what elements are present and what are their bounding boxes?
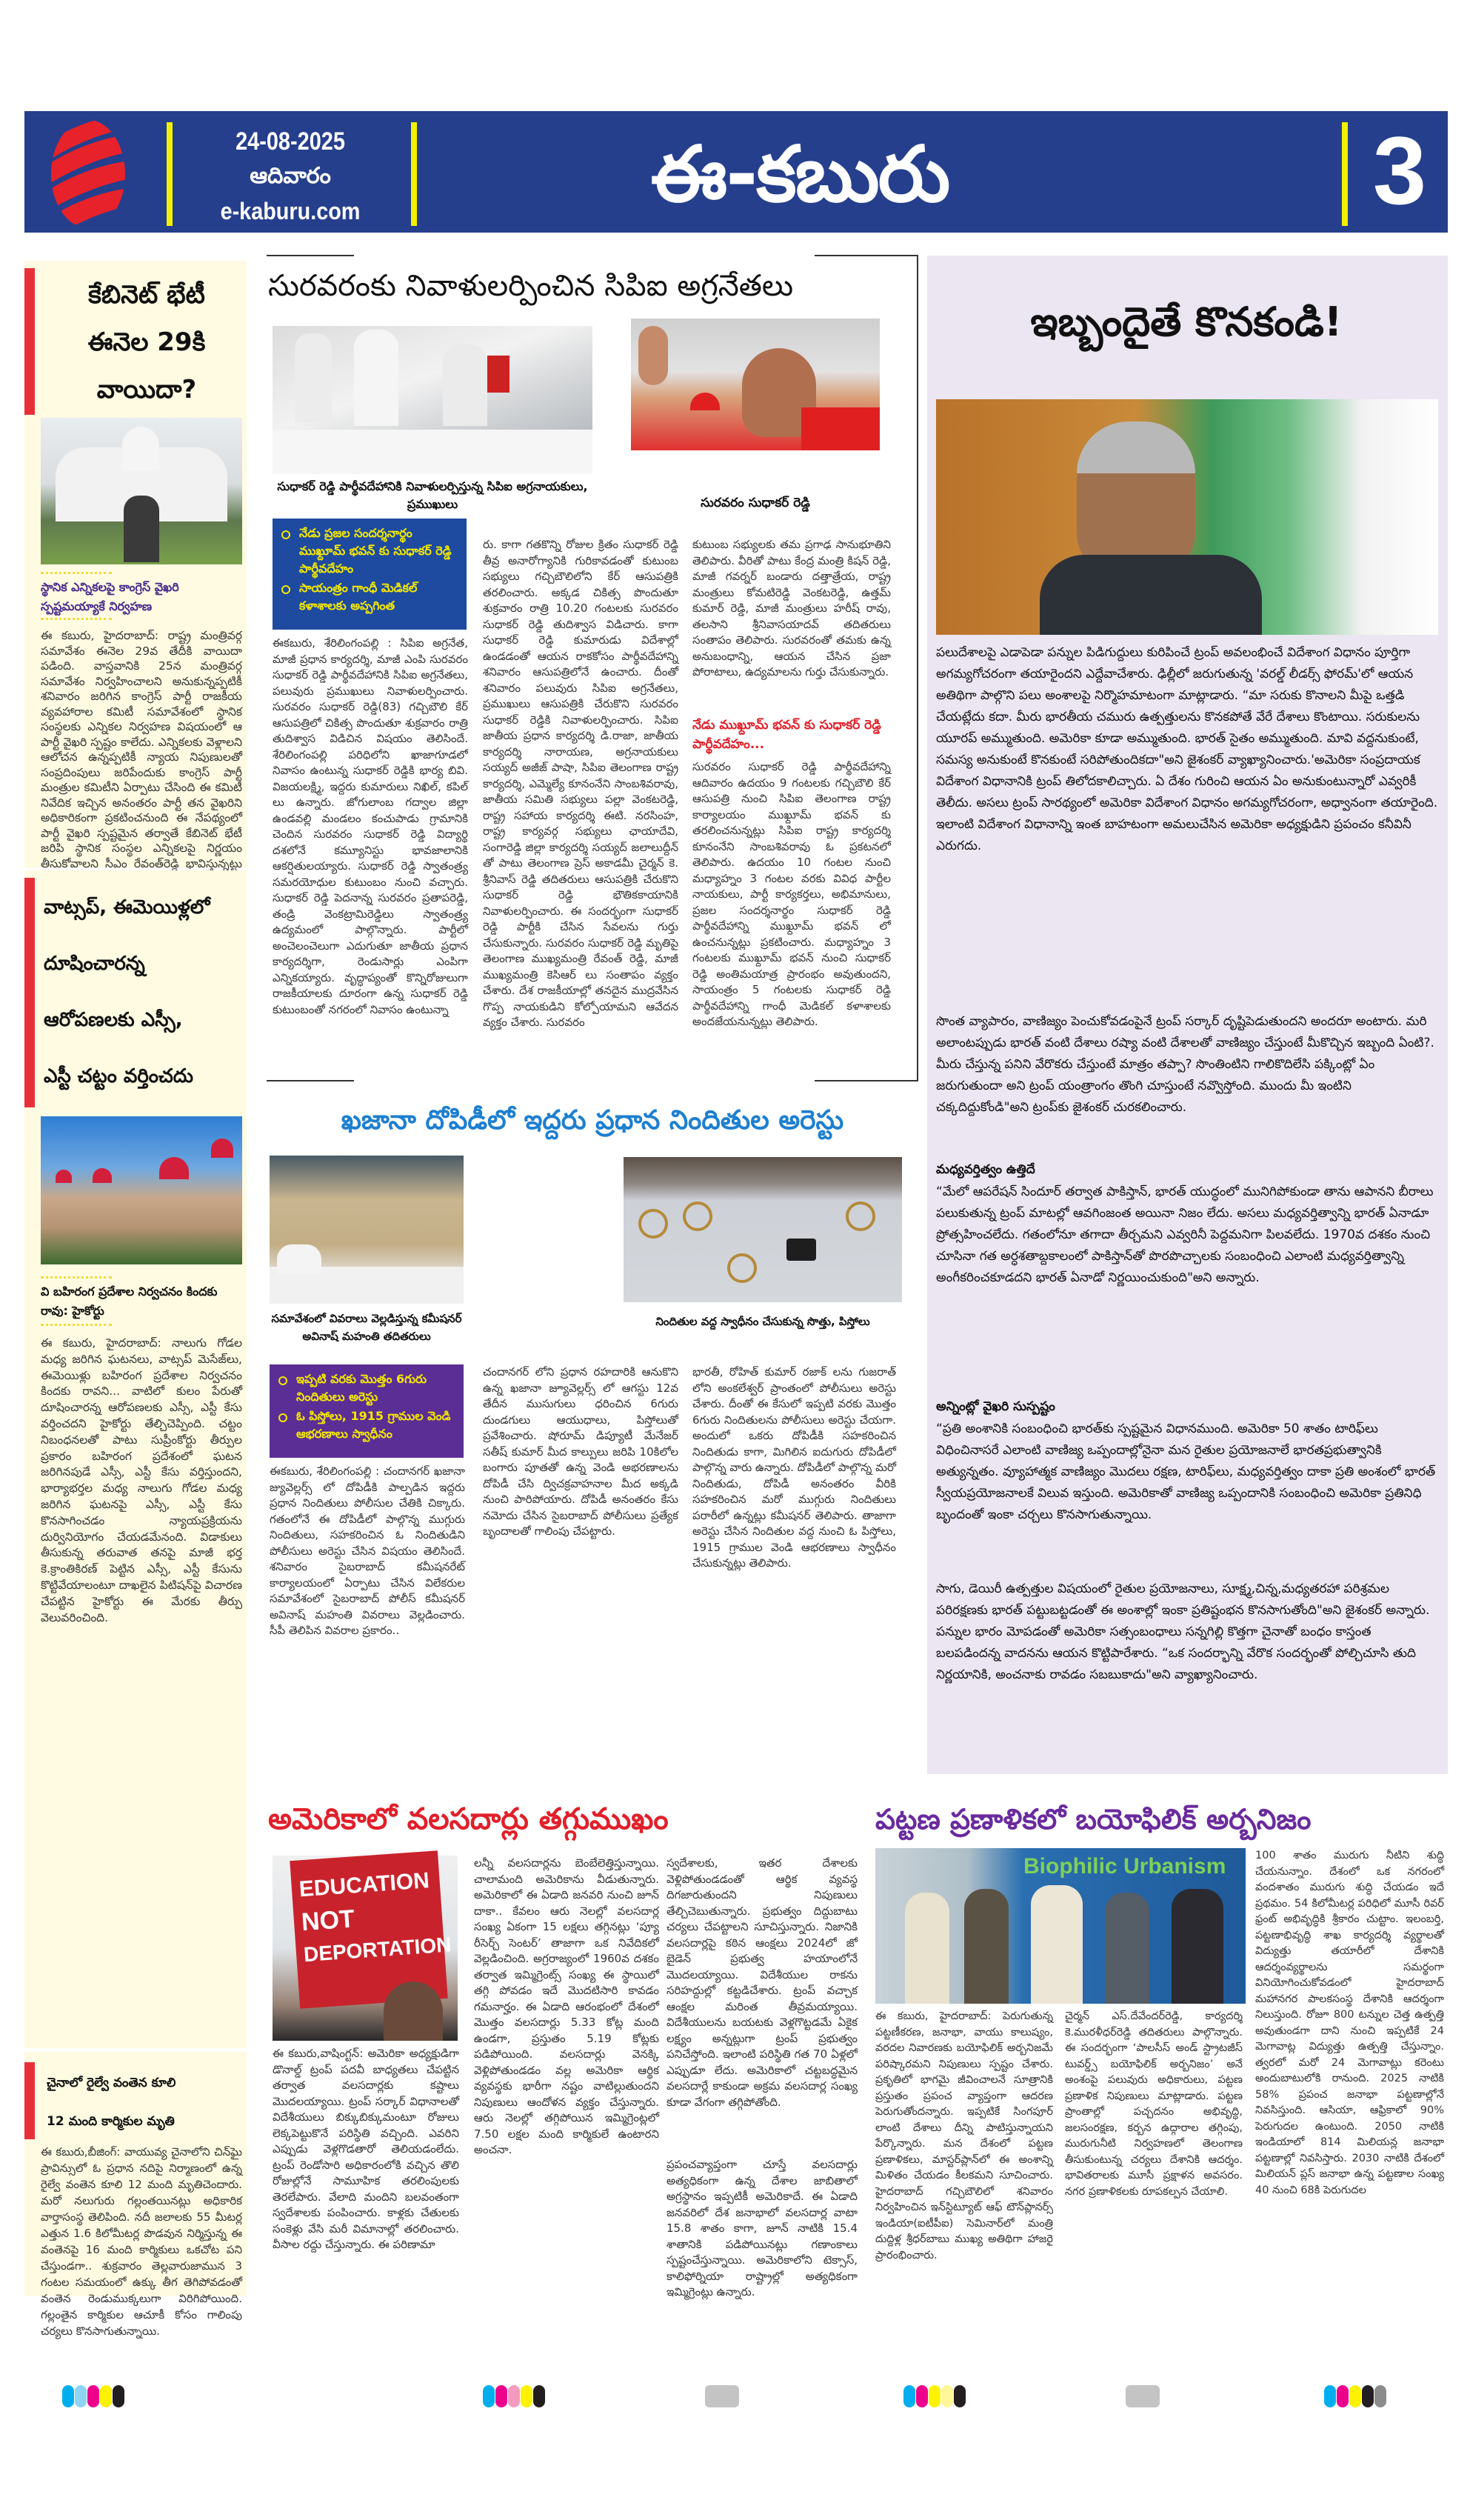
divider (41, 1276, 112, 1279)
subheading: మధ్యవర్తిత్వం ఉత్తిదే (936, 1162, 1035, 1177)
headline: కేబినెట్ భేటీ ఈనెల 29కి వాయిదా? (87, 280, 206, 404)
article-body-col1: ఈకబురు, శేరిలింగంపల్లి : సిపిఐ అగ్రనేత, మాజీ ప్రధాన కార్యదర్శి, మాజీ ఎంపి సురవరం సుధాకర్ రెడ్డి పార్థీవదేహానికి సిపిఐ అగ్రనేతలు, పలువురు ప్రముఖులు నివాళులర్పించారు. సురవరం సుధాకర్ రెడ్డి(83) గచ్చిబౌలి కేర్ ఆసుపత్రిలో చికిత్స పొందుతూ శుక్రవారం రాత్రి తుదిశ్వాస విడిచిన విషయం తెలిసిందే. శేరిలింగంపల్లి పరిధిలోని ఖాజాగూడలో నివాసం ఉంటున్న సుధాకర్ రెడ్డికి భార్య బివి. విజయలక్ష్మి, ఇద్దరు కుమారులు నిఖిల్, కపిల్ లు ఉన్నారు. జోగులాంబ గద్వాల జిల్లా ఉండవల్లి మండలం కంచుపాడు గ్రామానికి చెందిన సురవరం సుధాకర్ రెడ్డి విద్యార్థి దశలోనే కమ్యూనిస్టు భావజాలానికి ఆకర్షితులయ్యారు. సుధాకర్ రెడ్డి స్వాతంత్ర్య సమరయోధుల కుటుంబం నుంచి వచ్చారు. సుధాకర్ రెడ్డి పెదనాన్న సురవరం ప్రతాపరెడ్డి, తండ్రి వెంకట్రామిరెడ్డిలు స్వాతంత్ర్య ఉద్యమంలో పాల్గొన్నారు. పార్టీలో అంచెలంచెలుగా ఎదుగుతూ జాతీయ ప్రధాన కార్యదర్శిగా, రెండుసార్లు ఎంపిగా ఎన్నికయ్యారు. వృద్ధాప్యంతో కొన్నిరోజులుగా రాజకీయాలకు దూరంగా ఉన్న సుధాకర్ రెడ్డి కుటుంబంతో నగరంలో నివాసం ఉంటున్నా (273, 636, 468, 1016)
article-body-col1: ఈ కబురు,వాషింగ్టన్: అమెరికా అధ్యక్షుడిగా డొనాల్డ్ ట్రంప్ పదవీ బాధ్యతలు చేపట్టిన తర్వాత వలసదార్లకు కష్టాలు మొదలయ్యాయి. ట్రంప్ సర్కార్ విధానాలతో విదేశీయులు బిక్కుబిక్కుమంటూ రోజులు లెక్కపెట్టుకొనే పరిస్థితి వచ్చింది. ఎవరిని ఎప్పుడు వెళ్లగొడతారో తెలియడంలేదు. ట్రంప్ రెండోసారి అధికారంలోకి వచ్చిన తొలి రోజుల్లోనే సామూహిక తరలింపులకు తెరలేపారు. వేలాది మందిని బలవంతంగా స్వదేశాలకు పంపించారు. కాళ్లకు చేతులకు సంకెళ్లు వేసి మరీ విమానాల్లో తరలించారు. వీసాల రద్దు చేస్తున్నారు. ఈ పరిణామా (273, 2047, 459, 2251)
ink-swatch (100, 2385, 112, 2407)
issue-weekday: ఆదివారం (250, 164, 331, 188)
ink-swatch (521, 2385, 532, 2407)
newspaper-title: ఈ-కబురు (650, 129, 949, 219)
article-body-col3: 100 శాతం మురుగు నీటిని శుద్ధి చేయనున్నాం. దేశంలో ఒక నగరంలో వందశాతం మురుగు శుద్ధి చేయడం ఇదే ప్రథమం. 54 కిలోమీటర్ల పరిధిలో మూసీ రివర్ ఫ్రంట్ అభివృద్ధికి శ్రీకారం చుట్టాం. ఇలంబర్తి, పట్టణాభివృద్ధి శాఖ కార్యదర్శి వ్యర్థాలతో విద్యుత్తు తయారీలో దేశానికి ఆదర్శంవ్యర్థాలను సమర్థంగా వినియోగించుకోవడంలో హైదరాబాద్ మహానగర పాలకసంస్థ దేశానికి ఆదర్శంగా నిలుస్తుంది. రోజూ 800 టన్నుల చెత్త ఉత్పత్తి అవుతుండగా దాని నుంచి ఇప్పటికే 24 మెగావాట్ల విద్యుత్తు ఉత్పత్తి చేస్తున్నాం. త్వరలో మరో 24 మెగావాట్లు కరెంటు అందుబాటులోకి రానుంది. 2025 నాటికి 58% ప్రపంచ జనాభా పట్టణాల్లోనే నివసిస్తుంది. ఆసియా, ఆఫ్రికాలో 90% పెరుగుదల ఉంటుంది. 2050 నాటికి ఇండియాలో 814 మిలియన్ల జనాభా పట్టణాల్లో నివసిస్తారు. 2030 నాటికి దేశంలో మిలియన్ ప్లస్ జనాభా ఉన్న పట్టణాల సంఖ్య 40 నుంచి 68కి పెరుగుదల (1255, 1850, 1444, 2196)
ink-swatch (533, 2385, 545, 2407)
banner-text: Biophilic Urbanism (1023, 1854, 1226, 1879)
ink-swatch (483, 2385, 495, 2407)
article-body-col2: చైర్మన్ ఎస్.దేవేందర్‌రెడ్డి, కార్యదర్శి కె.మురళీధర్‌రెడ్డి తదితరులు పాల్గొన్నారు. ఈ సందర్భంగా ‘పాలసీస్ అండ్ స్ట్రాటజీస్ టువర్డ్స్ బయోఫిలిక్ అర్బనిజం’ అనే అంశంపై పలువురు అధికారులు, పట్టణ ప్రణాళిక నిపుణులు మాట్లాడారు. పట్టణ ప్రాంతాల్లో పచ్చదనం అభివృద్ధి, జలసంరక్షణ, కర్బన ఉద్గారాల తగ్గింపు, మురుగునీటి నిర్వహణలో తెలంగాణ తీసుకుంటున్న చర్యలు దేశానికి ఆదర్శం. భావితరాలకు మూసీ ప్రక్షాళన అవసరం. నగర ప్రణాళికలకు రూపకల్పన చేయాలి. (1065, 2010, 1243, 2198)
accent-bar (24, 878, 35, 1107)
ink-swatch (87, 2385, 99, 2407)
divider (41, 1324, 112, 1327)
article-body: “ప్రతి అంశానికి సంబంధించి భారత్‌కు స్పష్టమైన విధానముంది. అమెరికా 50 శాతం టారిఫ్‌లు విధించినాసరే ఎలాంటి వాణిజ్య ఒప్పందాల్లోనైనా మన రైతుల ప్రయోజనాలే భారతప్రభుత్వానికి అత్యున్నతం. వ్యూహాత్మక వాణిజ్యం మొదలు రక్షణ, టారిఫ్‌లు, మధ్యవర్తిత్వం దాకా ప్రతి అంశంలో భారత్ స్వీయప్రయోజనాలకే విలువ ఇస్తుంది. అమెరికాతో వాణిజ్య ఒప్పందానికి సంబంధించి అమెరికా ప్రతినిధి బృందంతో ఇంకా చర్చలు కొనసాగుతున్నాయి. (936, 1421, 1436, 1522)
article-whatsapp (24, 870, 247, 2048)
jaishankar-photo (936, 399, 1438, 635)
color-registration-mark (1324, 2385, 1386, 2407)
photo-caption: నిందితుల వద్ద స్వాధీనం చేసుకున్న సొత్తు, పిస్తోలు (655, 1315, 870, 1328)
article-body-col1: ఈకబురు, శేరిలింగంపల్లి : చందానగర్ ఖజానా జ్యువెల్లర్స్ లో దోపిడీకి పాల్పడిన ఇద్దరు ప్రధాన నిందితులు పోలీసుల చేతికి చిక్కారు. గతంలోనే ఈ దోపిడీలో పాల్గొన్న ముగ్గురు నిందితులు, సహకరించిన ఓ నిందితుడిని పోలీసులు అరెస్టు చేసిన విషయం తెలిసిందే. శనివారం సైబరాబాద్ కమీషనరేట్ కార్యాలయంలో ఏర్పాటు చేసిన విలేకరుల సమావేశంలో సైబరాబాద్ పోలీస్ కమీషనర్ అవినాష్ మహంతి వివరాలు వెల్లడించారు. సీపీ తెలిపిన వివరాల ప్రకారం.. (270, 1464, 465, 1637)
ink-swatch (1362, 2385, 1374, 2407)
article-body-col1: ఈ కబురు, హైదరాబాద్: పెరుగుతున్న పట్టణీకరణ, జనాభా, వాయు కాలుష్యం, వరదల నివారణకు బయోఫిలిక్ అర్బనిజమే పరిష్కారమని నిపుణులు స్పష్టం చేశారు. ప్రకృతిలో భాగమై జీవించాలనే సూత్రానికి ప్రస్తుతం ప్రపంచ వ్యాప్తంగా ఆదరణ పెరుగుతోందన్నారు. ఇప్పటికే సింగపూర్ లాంటి దేశాలు దీన్ని పాటిస్తున్నాయని పేర్కొన్నారు. మన దేశంలో పట్టణ ప్రణాళికలు, మాస్టర్‌ప్లాన్‌లో ఈ అంశాన్ని మిళితం చేయడం కీలకమని సూచించారు. హైదరాబాద్ గచ్చిబౌలిలో శనివారం నిర్వహించిన ఇన్‌స్టిట్యూట్ ఆఫ్ టౌన్‌ప్లానర్స్ ఇండియా(ఐటీపీఐ) సెమినార్‌లో మంత్రి దుద్దిళ్ల శ్రీధర్‌బాబు ముఖ్య అతిథిగా హాజరై ప్రారంభించారు. (875, 2010, 1053, 2261)
ink-swatch (495, 2385, 507, 2407)
headline-robbery: ఖజానా దోపిడీలో ఇద్దరు ప్రధాన నిందితుల అరెస్టు (341, 1105, 844, 1136)
highlight-item: ఇప్పటి వరకు మొత్తం 6గురు నిందితులు అరెస్టు (278, 1370, 458, 1406)
ink-swatch (1374, 2385, 1386, 2407)
seized-jewellery-pistol-photo (624, 1157, 902, 1302)
ink-swatch (903, 2385, 915, 2407)
subheading: వి బహిరంగ ప్రదేశాల నిర్వచనం కిందకు రావు: హైకోర్టు (41, 1284, 218, 1318)
color-registration-mark (62, 2385, 124, 2407)
masthead-divider (1342, 122, 1348, 226)
rule (917, 255, 918, 1081)
article-body: ఈ కబురు, హైదరాబాద్: రాష్ట్ర మంత్రివర్గ సమావేశం ఈనెల 29వ తేదీకి వాయిదా పడింది. వాస్తవానికి 25న మంత్రివర్గ సమావేశం నిర్వహించాలని అనుకున్నప్పటికీ శనివారం జరిగిన కాంగ్రెస్ పార్టీ రాజకీయ వ్యవహారాల కమిటీ సమావేశంలో స్థానిక సంస్థలకు ఎన్నికల నిర్వహణ విషయంలో ఆ పార్టీ వైఖరి స్పష్టం కాలేదు. ఎన్నికలకు వెళ్లాలని ఆలోచన ఉన్నప్పటికీ న్యాయ నిపుణులతో సంప్రదింపులు జరిపేందుకు కాంగ్రెస్ పార్టీ మంత్రుల కమిటీని ఏర్పాటు చేసింది ఈ కమిటీ నివేదిక ఇచ్చిన అనంతరం పార్టీ తన వైఖరిని అధికారికంగా ప్రకటించనుంది ఈ నేపథ్యంలో పార్టీ వైఖరి స్పష్టమైన తర్వాతే కేబినెట్ భేటీ జరిపి స్థానిక సంస్థల ఎన్నికలపై నిర్ణయం తీసుకోవాలని సీఎం రేవంత్‌రెడ్డి భావిస్తున్నట్టు (41, 629, 242, 870)
headline: వాట్సప్, ఈమెయిళ్లలో దూషించారన్న ఆరోపణలకు ఎస్సీ, ఎస్టీ చట్టం వర్తించదు (44, 896, 210, 1087)
bullet-icon (278, 1376, 287, 1385)
highlights-box (273, 519, 467, 630)
portrait-photo (631, 319, 880, 450)
ink-swatch (75, 2385, 87, 2407)
bullet-icon (278, 1413, 287, 1422)
rule (267, 255, 354, 256)
grey-registration-mark (1126, 2385, 1160, 2407)
article-body-col3: సురవరం సుధాకర్ రెడ్డి పార్థీవదేహాన్ని ఆదివారం ఉదయం 9 గంటలకు గచ్చిబౌలి కేర్ ఆసుపత్రి నుంచి సిపిఐ తెలంగాణ రాష్ట్ర కార్యాలయం ముఖ్దూమ్ భవన్ కు తరలించనున్నట్లు సిపిఐ రాష్ట్ర కార్యదర్శి కూనంనేని సాంబశివరావు ఓ ప్రకటనలో తెలిపారు. ఉదయం 10 గంటల నుంచి మధ్యాహ్నం 3 గంటల వరకు వివిధ పార్టీల నాయకులు, పార్టీ కార్యకర్తలు, అభిమానులు, ప్రజల సందర్శనార్థం సుధాకర్ రెడ్డి పార్థీవదేహాన్ని ముఖ్దూమ్ భవన్ లో ఉంచనున్నట్లు ప్రకటించారు. మధ్యాహ్నం 3 గంటలకు ముఖ్దూమ్ భవన్ నుంచి సుధాకర్ రెడ్డి అంతిమయాత్ర ప్రారంభం అవుతుందని, సాయంత్రం 5 గంటలకు సుధాకర్ రెడ్డి పార్థీవదేహాన్ని గాంధీ మెడికల్ కళాశాలకు అందజేయనున్నట్లు తెలిపారు. (692, 760, 891, 1028)
headline-biophilic: పట్టణ ప్రణాళికలో బయోఫిలిక్ అర్బనిజం (875, 1803, 1312, 1836)
photo-caption: సురవరం సుధాకర్ రెడ్డి (701, 496, 810, 510)
article-body-col2: రు. కాగా గతకొన్ని రోజుల క్రితం సుధాకర్ రెడ్డి తీవ్ర అనారోగ్యానికి గురికావడంతో కుటుంబ సభ్యులు గచ్చిబౌలిలోని కేర్ ఆసుపత్రికి తరలించారు. అక్కడ చికిత్స పొందుతూ శుక్రవారం రాత్రి 10.20 గంటలకు సురవరం సుధాకర్ రెడ్డి తుదిశ్వాస విడిచారు. కాగా సుధాకర్ రెడ్డి కుమారుడు విదేశాల్లో ఉండడంతో ఆయన రాకకోసం పార్థీవదేహాన్ని శనివారం ఆసుపత్రిలోనే ఉంచారు. దీంతో శనివారం పలువురు సిపిఐ అగ్రనేతలు, ప్రముఖులు ఆసుపత్రికి చేరుకొని సురవరం సుధాకర్ రెడ్డికి నివాళులర్పించారు. సిపిఐ జాతీయ ప్రధాన కార్యదర్శి డి.రాజా, జాతీయ కార్యదర్శి నారాయణ, అగ్రనాయకులు సయ్యద్ అజీజ్ పాషా, సిపిఐ తెలంగాణ రాష్ట్ర కార్యదర్శి, ఎమ్మెల్యే కూనంనేని సాంబశివరావు, జాతీయ సమితి సభ్యులు పల్లా వెంకటరెడ్డి, రాష్ట్ర సహాయ కార్యదర్శి ఈటి. నరసింహ, రాష్ట్ర కార్యవర్గ సభ్యులు ఛాయాదేవి, సంగారెడ్డి జిల్లా కార్యదర్శి సయ్యద్ జలాలుద్దీన్ తో పాటు తెలంగాణ ప్రెస్ అకాడమీ చైర్మన్ కె. శ్రీనివాస్ రెడ్డి తదితరులు ఆసుపత్రికి చేరుకొని సుధాకర్ రెడ్డి భౌతికకాయానికి నివాళులర్పించారు. ఈ సందర్భంగా సుధాకర్ రెడ్డి పార్టీకి చేసిన సేవలను గుర్తు చేసుకున్నారు. సురవరం సుధాకర్ రెడ్డి మృతిపై తెలంగాణ ముఖ్యమంత్రి రేవంత్ రెడ్డి, మాజీ ముఖ్యమంత్రి కెసిఆర్ లు సంతాపం వ్యక్తం చేశారు. దేశ రాజకీయాల్లో తనదైన ముద్రవేసిన గొప్ప నాయకుడిని కోల్పోయామని ఆవేదన వ్యక్తం చేశారు. సురవరం (483, 538, 678, 1029)
bullet-icon (281, 530, 290, 539)
police-press-meet-photo (270, 1156, 464, 1304)
hospital-tribute-photo (273, 326, 592, 474)
color-registration-mark (903, 2385, 966, 2407)
issue-date: 24-08-2025 (235, 127, 345, 156)
ink-swatch (929, 2385, 941, 2407)
accent-bar (24, 268, 35, 415)
article-body-col4: ప్రపంచవ్యాప్తంగా చూస్తే వలసదార్లు అత్యధికంగా ఉన్న దేశాల జాబితాలో అగ్రస్థానం ఇప్పటికీ అమెరికాదే. ఈ ఏడాది జనవరిలో దేశ జనాభాలో వలసదార్ల వాటా 15.8 శాతం కాగా, జూన్ నాటికి 15.4 శాతానికి పడిపోయినట్లు గణాంకాలు స్పష్టంచేస్తున్నాయి. అమెరికాలోని టెక్సాస్, కాలిఫోర్నియా రాష్ట్రాల్లో అత్యధికంగా ఇమ్మిగ్రెంట్లు ఉన్నారు. (666, 2158, 858, 2299)
article-body-col3: కుటుంబ సభ్యులకు తమ ప్రగాఢ సానుభూతిని తెలిపారు. వీరితో పాటు కేంద్ర మంత్రి కిషన్ రెడ్డి, మాజీ గవర్నర్ బండారు దత్తాత్రేయ, రాష్ట్ర మంత్రులు కోమటిరెడ్డి వెంకటరెడ్డి, ఉత్తమ్ కుమార్ రెడ్డి, మాజీ మంత్రులు హరీష్ రావు, తలసాని శ్రీనివాసయాదవ్ తదితరులు సంతాపం తెలిపారు. సురవరంతో తమకు ఉన్న అనుబంధాన్ని, ఆయన చేసిన ప్రజా పోరాటాలు, ఉద్యమాలను గుర్తు చేసుకున్నారు. (692, 538, 891, 679)
ink-swatch (1324, 2385, 1336, 2407)
ink-swatch (954, 2385, 966, 2407)
highlight-item: నేడు ప్రజల సందర్శనార్థం ముఖ్దూమ్ భవన్ కు సుధాకర్ రెడ్డి పార్థీవదేహం (281, 524, 461, 578)
divider (41, 618, 112, 621)
highlight-item: సాయంత్రం గాంధీ మెడికల్ కళాశాలకు అప్పగింత (281, 579, 461, 615)
color-registration-mark (483, 2385, 545, 2407)
article-body: ఈ కబురు, హైదరాబాద్: నాలుగు గోడల మధ్య జరిగిన ఘటనలు, వాట్సప్ మెసేజ్‌లు, ఈమెయిళ్లు బహిరంగ ప్రదేశాల నిర్వచనం కిందకు రావని... వాటిలో కులం పేరుతో దూషించారన్న ఆరోపణలకు ఎస్సీ, ఎస్టీ కేసు వర్తించదని హైకోర్టు తేల్చిచెప్పింది. చట్టం నిబంధనలతో పాటు సుప్రీంకోర్టు తీర్పుల ప్రకారం బహిరంగ ప్రదేశంలో ఘటన జరిగినపుడే ఎస్సీ, ఎస్టీ కేసు వర్తిస్తుందని, భార్యాభర్తల మధ్య నాలుగు గోడల మధ్య జరిగిన ఘటనపై ఎస్సీ, ఎస్టీ కేసు కొనసాగించడం న్యాయప్రక్రియను దుర్వినియోగం చేయడమేనంది. విడాకులు తీసుకున్న తరువాత తనపై మాజీ భర్త కె.క్రాంతికిరణ్ పెట్టిన ఎస్సీ, ఎస్టీ కేసును కొట్టివేయాలంటూ దాఖలైన పిటిషన్‌పై విచారణ చేపట్టిన హైకోర్టు ఈ మేరకు తీర్పు వెలువరించింది. (41, 1336, 242, 1624)
rule (815, 255, 918, 256)
e-kaburu-logo (30, 119, 147, 230)
subheading: స్థానిక ఎన్నికలపై కాంగ్రెస్ వైఖరి స్పష్టమయ్యాకే నిర్వహణ (41, 580, 179, 613)
assembly-building-photo (41, 418, 242, 564)
headline-america: అమెరికాలో వలసదార్లు తగ్గుముఖం (268, 1802, 669, 1836)
article-body-col2: లన్నీ వలసదార్లను బెంబేలెత్తిస్తున్నాయి. చాలామంది అమెరికాను వీడుతున్నారు. అమెరికాలో ఈ ఏడాది జనవరి నుంచి జూన్ దాకా.. కేవలం ఆరు నెలల్లో వలసదార్ల సంఖ్య ఏకంగా 15 లక్షలు తగ్గినట్లు ‘ప్యూ రీసెర్చ్ సెంటర్’ తాజాగా ఒక నివేదికలో వెల్లడించింది. అగ్రరాజ్యంలో 1960వ దశకం తర్వాత ఇమ్మిగ్రెంట్స్ సంఖ్య ఈ స్థాయిలో తగ్గి పోవడం ఇదే మొదటిసారి కావడం గమనార్హం. ఈ ఏడాది ఆరంభంలో దేశంలో మొత్తం వలసదార్లు 5.33 కోట్ల మంది ఉండగా, ప్రస్తుతం 5.19 కోట్లకు పడిపోయింది. వలసదార్లు వెనక్కి వెళ్లిపోతుండడం వల్ల అమెరికా ఆర్థిక వ్యవస్థకు భారీగా నష్టం వాటిల్లుతుందని నిపుణులు ఆందోళన వ్యక్తం చేస్తున్నారు. ఆరు నెలల్లో తగ్గిపోయిన ఇమ్మిగ్రెంట్లలో 7.50 లక్షల మంది కార్మికులే ఉంటారని అంచనా. (474, 1856, 659, 2156)
article-body: సొంత వ్యాపారం, వాణిజ్యం పెంచుకోవడంపైనే ట్రంప్ సర్కార్ దృష్టిపెడుతుందని అందరూ అంటారు. మరి అలాంటప్పుడు భారత్ వంటి దేశాలు రష్యా వంటి దేశాలతో వాణిజ్యం చేస్తుంటే మీకొచ్చిన ఇబ్బంది ఏంటి?. మీరు చేస్తున్న పనిని వేరొకరు చేస్తుంటే మాత్రం తప్పా? సొంతింటిని గాలికొదిలేసి పక్కింట్లో ఏం జరుగుతుందా అని ట్రంప్ యంత్రాంగం తొంగి చూస్తుంటే నవ్వొస్తోంది. ముందు మీ ఇంటిని చక్కదిద్దుకోండి"అని ట్రంప్‌కు జైశంకర్ చురకలించారు. (936, 1014, 1434, 1115)
bullet-icon (281, 585, 290, 594)
date-block (172, 124, 409, 228)
headline-cpi: సురవరంకు నివాళులర్పించిన సిపిఐ అగ్రనేతలు (268, 269, 794, 303)
article-body-col3: స్వదేశాలకు, ఇతర దేశాలకు వెళ్లిపోతుండడంతో ఆర్థిక వ్యవస్థ దిగజారుతుందని నిపుణులు తేల్చిచెబుతున్నారు. ప్రభుత్వం దిద్దుబాటు చర్యలు చేపట్టాలని సూచిస్తున్నారు. నిజానికి వలసదార్లపై కఠిన ఆంక్షలు 2024లో జో బైడెన్ ప్రభుత్వ హయాంలోనే మొదలయ్యాయి. విదేశీయుల రాకను సరిహద్దుల్లో కట్టడిచేశారు. ట్రంప్ వచ్చాక ఆంక్షల మరింత తీవ్రమయ్యాయి. విదేశీయులను బయటకు వెళ్లగొట్టడమే ఏకైక లక్ష్యం అన్నట్లుగా ట్రంప్ ప్రభుత్వం పనిచేస్తోంది. ఇలాంటి పరిస్థితి గత 70 ఏళ్లలో ఎప్పుడూ లేదు. అమెరికాలో చట్టబద్ధమైన వలసదార్లే కాకుండా అక్రమ వలసదార్ల సంఖ్య కూడా వేగంగా తగ్గిపోతోంది. (666, 1856, 858, 2109)
photo-caption: సుధాకర్ రెడ్డి పార్థీవదేహానికి నివాళులర్పిస్తున్న సిపిఐ అగ్రనాయకులు, ప్రముఖులు (277, 479, 588, 511)
ink-swatch (1337, 2385, 1349, 2407)
article-body: “మేలో ఆపరేషన్ సిందూర్ తర్వాత పాకిస్తాన్, భారత్ యుద్ధంలో మునిగిపోకుండా తాను ఆపానని బీరాలు పలుకుతున్న ట్రంప్ మాటల్లో ఆవగింజంత అయినా నిజం లేదు. అసలు మధ్యవర్తిత్వాన్ని భారత్ ఏనాడూ ప్రోత్సహించలేదు. గతంలోనూ తగాదా తీర్చమని ఎవ్వరినీ పెద్దమనిగా పిలవలేదు. 1970వ దశకం నుంచి చూసినా గత అర్ధశతాబ్దకాలంలో పాకిస్తాన్‌తో పొరపొచ్చాలకు సంబంధించి ఎలాంటి మధ్యవర్తిత్వాన్ని అంగీకరించకూడదని భారత్ ఏనాడో నిర్ణయించుకుంది"అని అన్నారు. (936, 1184, 1434, 1285)
ink-swatch (508, 2385, 520, 2407)
high-court-photo (41, 1116, 242, 1264)
article-body: పలుదేశాలపై ఎడాపెడా పన్నుల పిడిగుద్దులు కురిపించే ట్రంప్ అవలంభించే విదేశాంగ విధానం పూర్తిగా అగమ్యగోచరంగా తయారైందని ఎద్దేవాచేశారు. ఢిల్లీలో జరుగుతున్న 'వరల్డ్ లీడర్స్ ఫోరమ్'లో ఆయన అతిథిగా పాల్గొని పలు అంశాలపై నిర్మొహమాటంగా మాట్లాడారు. “మా సరుకు కొనాలని మీపై ఒత్తడి చేయట్లేదు కదా. మీరు భారతీయ చమురు ఉత్పత్తులను కొనకపోతే వేరే దేశాలు కొంటాయి. సరుకులను యూరప్ అమ్ముతుంది. అమెరికా కూడా అమ్ముతుంది. భారత్ సైతం అమ్ముతుంది. మావి వద్దనుకుంటే, సమస్య అనుకుంటే కొనకుంటే సరిపోతుందికదా"అని జైశంకర్ వ్యాఖ్యానించారు.'అమెరికా సంప్రదాయక విదేశాంగ విధానానికి ట్రంప్ తిలోదకాలిచ్చారు. ఏ దేశం గురించి ఆయన ఏం అనుకుంటున్నారో ఎవ్వరికీ తెలీదు. అసలు ట్రంప్ సారథ్యంలో అమెరికా విదేశాంగ విధానం అగమ్యగోచరంగా, అధ్వానంగా తయారైంది. ఇలాంటి విదేశాంగ విధానాన్ని ఇంత బాహటంగా అమలుచేసిన అమెరికా అధ్యక్షుడిని ప్రపంచం కనీవినీ ఎరుగదు. (936, 645, 1438, 853)
protest-sign: EDUCATION NOT DEPORTATION (290, 1850, 447, 2008)
article-body-col2: చందానగర్ లోని ప్రధాన రహదారికి ఆనుకొని ఉన్న ఖజానా జ్యూవెల్లర్స్ లో ఆగస్టు 12వ తేదీన ముసుగులు ధరించిన 6గురు దుండగులు ఆయుధాలు, పిస్తోలుతో ప్రవేశించారు. షోరూమ్ డిప్యూటీ మేనేజర్ సతీష్ కుమార్ మీద కాల్పులు జరిపి 10కిలోల బంగారు పూతతో ఉన్న వెండి అభరణాలను దోపిడీ చేసి ద్విచక్రవాహనాల మీద అక్కడి నుంచి పారిపోయారు. దోపిడీ అనంతరం కేసు నమోదు చేసిన సైబరాబాద్ పోలీసులు ప్రత్యేక బృందాలతో గాలింపు చేపట్టారు. (483, 1365, 678, 1538)
ink-swatch (62, 2385, 74, 2407)
rule (815, 1080, 918, 1081)
ink-swatch (941, 2385, 953, 2407)
highlight-item: ఓ పిస్తోలు, 1915 గ్రాముల వెండి ఆభరణాలు స్వాధీనం (278, 1407, 458, 1443)
ink-swatch (916, 2385, 928, 2407)
headline: ఇబ్బందైతే కొనకండి! (1030, 299, 1343, 345)
ink-swatch (1349, 2385, 1361, 2407)
rule (267, 1080, 354, 1081)
divider (41, 572, 112, 575)
website-link[interactable]: e-kaburu.com (220, 198, 361, 224)
masthead-divider (411, 122, 417, 226)
grey-registration-mark (705, 2385, 739, 2407)
highlights-box (270, 1364, 464, 1458)
article-china-bridge (24, 2052, 247, 2338)
protest-photo (273, 1856, 458, 2041)
book-launch-photo (875, 1848, 1246, 2004)
article-body-col3: భారతీ, రోహిత్ కుమార్ రజాక్ లను గుజరాత్ లోని అంకలేశ్వర్ ప్రాంతంలో పోలీసులు అరెస్టు చేశారు. దీంతో ఈ కేసులో ఇప్పటి వరకు మొత్తం 6గురు నిందితులను పోలీసులు అరెస్టు చేయగా. అందులో ఒకరు దోపిడీకి సహకరించిన నిందితుడు కాగా, మిగిలిన ఐదుగురు దోపిడీలో పాల్గొన్న వారు ఉన్నారు. దోపిడీలో పాల్గొన్న మరో నిందితుడు, దోపిడీ అనంతరం వీరికి సహకరించిన మరో ముగ్గురు నిందితులు పరారీలో ఉన్నట్లు కమీషనర్ తెలిపారు. తాజాగా అరెస్టు చేసిన నిందితుల వద్ద నుంచి ఓ పిస్తోలు, 1915 గ్రాముల వెండి ఆభరణాలు స్వాధీనం చేసుకున్నట్లు తెలిపారు. (692, 1365, 896, 1570)
article-cabinet (24, 261, 247, 868)
article-body: సాగు, డెయిరీ ఉత్పత్తుల విషయంలో రైతుల ప్రయోజనాలు, సూక్ష్మ,చిన్న,మధ్యతరహా పరిశ్రమల పరిరక్షణకు భారత్ పట్టుబట్టడంతో ఈ అంశాల్లో ఇంకా ప్రతిష్టంభన కొనసాగుతోంది"అని జైశంకర్ అన్నారు. పన్నుల భారం మోపడంతో అమెరికా సత్సంబంధాలు సన్నగిల్లి కొత్తగా చైనాతో బంధం కాస్తంత బలపడిందన్న వాదనను ఆయన కొట్టిపారేశారు. “ఒక సందర్భాన్ని వేరొక సందర్భంతో పోల్చిచూసి తుది నిర్ణయానికి, అంచనాకు రావడం సబబుకాదు"అని వ్యాఖ్యానించారు. (936, 1581, 1430, 1682)
subheading: అన్నింట్లో వైఖరి సుస్పష్టం (936, 1399, 1055, 1414)
ink-swatch (113, 2385, 124, 2407)
article-body: ఈ కబురు,బీజింగ్: వాయువ్య చైనాలోని చిన్‌ఘై ప్రావిన్సులో ఓ ప్రధాన నదిపై నిర్మాణంలో ఉన్న రైల్వే వంతెన కూలి 12 మంది మృతిచెందారు. మరో నలుగురు గల్లంతయినట్లు అధికారిక వార్తాసంస్థ తెలిపింది. నదీ జలాలకు 55 మీటర్ల ఎత్తున 1.6 కిలోమీటర్ల పొడవున నిర్మిస్తున్న ఈ వంతెనపై 16 మంది కార్మికులు ఒకచోట పని చేస్తుండగా.. శుక్రవారం తెల్లవారుజామున 3 గంటల సమయంలో ఉక్కు తీగ తెగిపోవడంతో వంతెన రెండుముక్కలుగా విరిగిపోయింది. గల్లంతైన కార్మికుల ఆచూకీ కోసం గాలింపు చర్యలు కొనసాగుతున్నాయి. (41, 2145, 242, 2338)
subheading-red: నేడు ముఖ్దూమ్ భవన్ కు సుధాకర్ రెడ్డి పార్థీవదేహం... (692, 718, 881, 752)
article-jaishankar (927, 256, 1448, 1774)
photo-caption: సమావేశంలో వివరాలు వెల్లడిస్తున్న కమీషనర్ అవినాష్ మహంతి తదితరులు (271, 1312, 462, 1343)
headline: చైనాలో రైల్వే వంతెన కూలి 12 మంది కార్మికుల మృతి (47, 2076, 176, 2129)
accent-bar (24, 2062, 35, 2139)
page-number: 3 (1372, 116, 1427, 224)
